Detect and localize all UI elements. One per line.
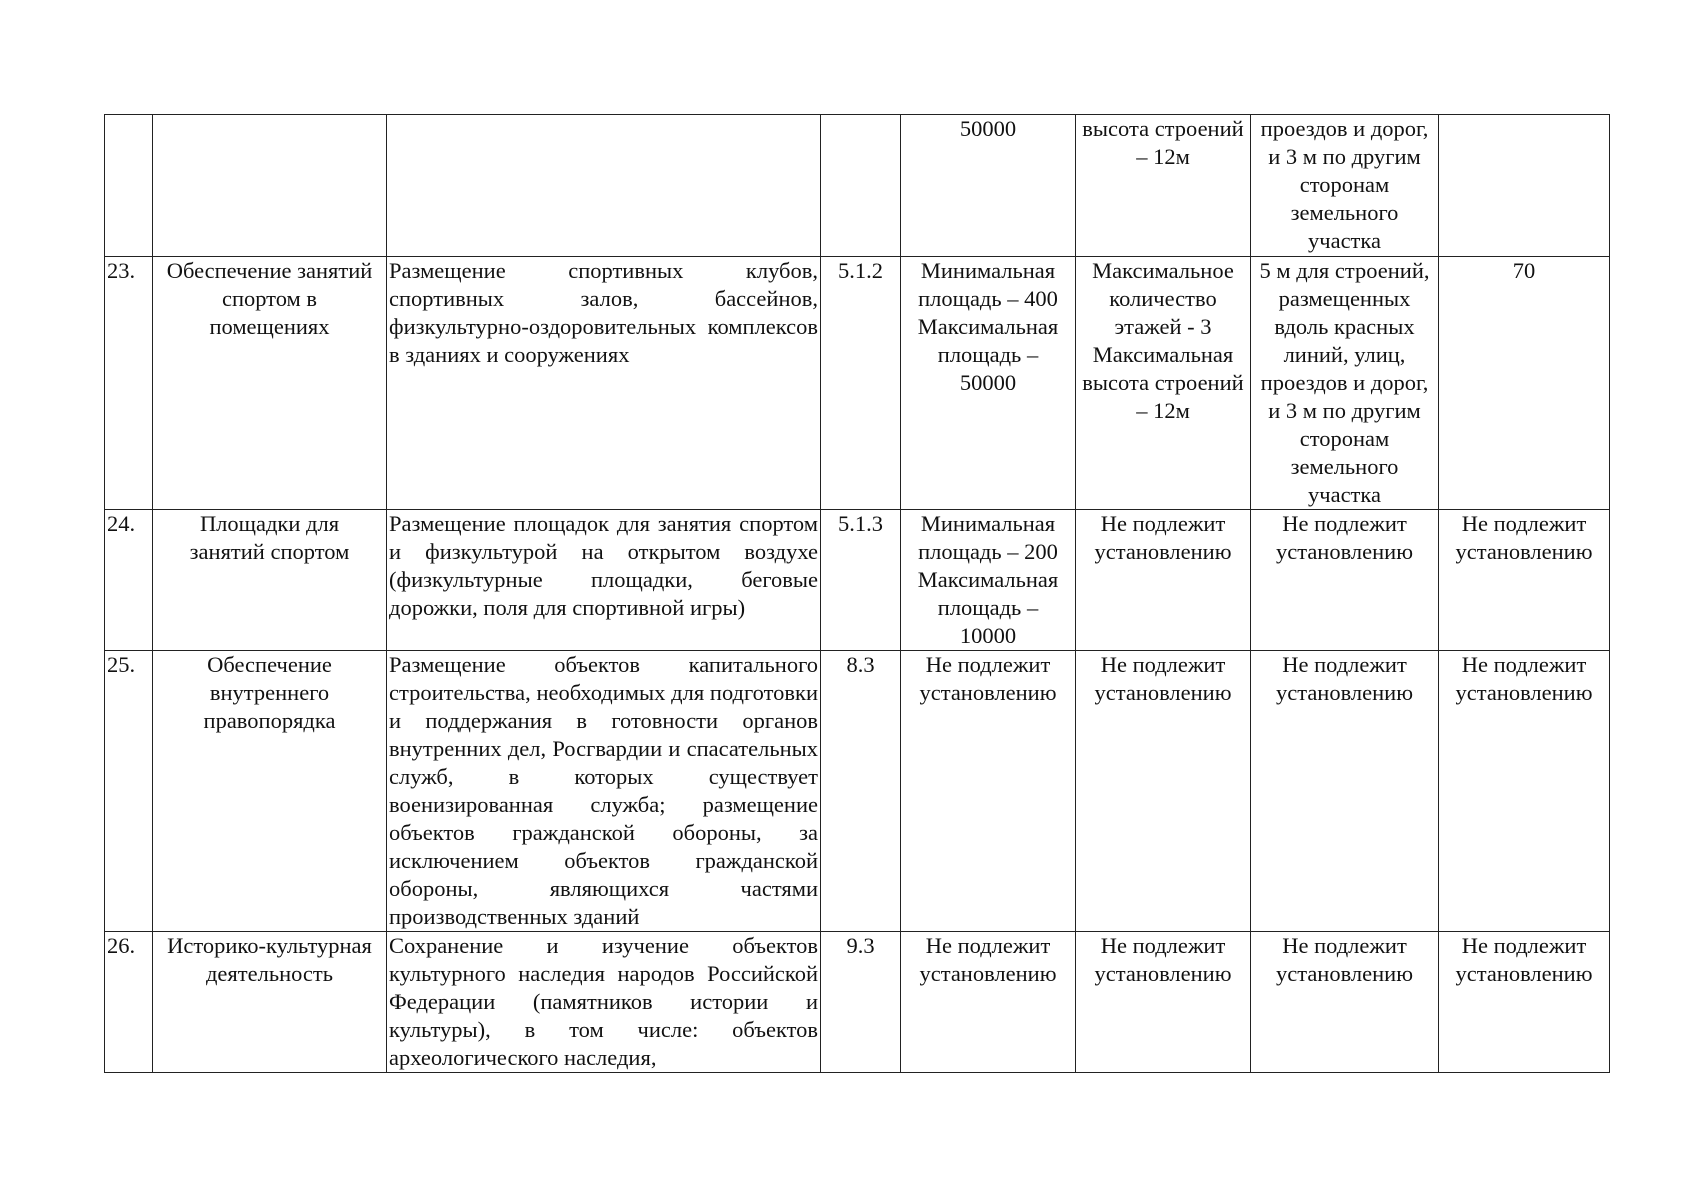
coverage-percent-line: установлению (1455, 961, 1593, 986)
plot-area-limits-line: Не подлежит (925, 933, 1051, 958)
setback-limits (1251, 510, 1439, 651)
use-type-name (153, 651, 387, 932)
coverage-percent (1439, 510, 1610, 651)
setback-limits-line: Не подлежит (1282, 511, 1407, 536)
plot-area-limits-line: Максимальная (917, 567, 1059, 592)
coverage-percent (1439, 651, 1610, 932)
floors-height-limits-line: – 12м (1136, 144, 1190, 169)
floors-height-limits-line: этажей - 3 (1114, 314, 1212, 339)
floors-height-limits-line: – 12м (1136, 398, 1190, 423)
plot-area-limits-line: площадь – 400 (918, 286, 1058, 311)
use-type-name-line: Историко-культурная (167, 933, 372, 958)
floors-height-limits (1076, 510, 1251, 651)
use-code: 8.3 (821, 651, 901, 932)
setback-limits-line: земельного (1290, 454, 1399, 479)
plot-area-limits-line: площадь – (937, 342, 1039, 367)
floors-height-limits (1076, 932, 1251, 1073)
setback-limits-line: и 3 м по другим (1268, 398, 1421, 423)
plot-area-limits-line: 50000 (959, 116, 1017, 141)
plot-area-limits-line: Минимальная (920, 511, 1056, 536)
setback-limits (1251, 257, 1439, 510)
plot-area-limits-line: Максимальная (917, 314, 1059, 339)
plot-area-limits-line: установлению (919, 961, 1057, 986)
plot-area-limits-line: установлению (919, 680, 1057, 705)
use-description: Размещение площадок для занятия спортом и физкультурой на открытом воздухе (физкультурные площадки, беговые дорожки, поля для спортивной игры) (387, 510, 821, 651)
coverage-percent-line: установлению (1455, 539, 1593, 564)
use-description: Размещение объектов капитального строительства, необходимых для подготовки и поддержания в готовности органов внутренних дел, Росгвардии и спасательных служб, в которых существует военизированная служба; размещение объектов гражданской обороны, за исключением объектов гражданской обороны, являющихся частями производственных зданий (387, 651, 821, 932)
plot-area-limits (901, 932, 1076, 1073)
floors-height-limits-line: Не подлежит (1100, 933, 1226, 958)
floors-height-limits (1076, 257, 1251, 510)
use-type-name-line: внутреннего (209, 680, 330, 705)
plot-area-limits (901, 651, 1076, 932)
floors-height-limits-line: установлению (1094, 961, 1232, 986)
plot-area-limits-line: Не подлежит (925, 652, 1051, 677)
coverage-percent (1439, 257, 1610, 510)
floors-height-limits-line: высота строений (1082, 116, 1244, 141)
plot-area-limits-line: площадь – 200 (918, 539, 1058, 564)
use-code: 9.3 (821, 932, 901, 1073)
setback-limits-line: вдоль красных (1274, 314, 1415, 339)
use-code: 5.1.3 (821, 510, 901, 651)
table-row (105, 932, 1610, 1073)
use-type-name-line: деятельность (205, 961, 334, 986)
setback-limits-line: участка (1308, 482, 1381, 507)
use-type-name-line: помещениях (209, 314, 330, 339)
setback-limits-line: участка (1308, 228, 1381, 253)
table-body (105, 115, 1610, 1073)
use-type-name-line: правопорядка (203, 708, 336, 733)
use-code: 5.1.2 (821, 257, 901, 510)
floors-height-limits-line: Не подлежит (1100, 652, 1226, 677)
setback-limits-line: установлению (1275, 961, 1414, 986)
table-row (105, 510, 1610, 651)
floors-height-limits (1076, 651, 1251, 932)
row-number (105, 115, 153, 257)
coverage-percent-line: Не подлежит (1461, 933, 1587, 958)
floors-height-limits-line: Максимальное (1092, 258, 1234, 283)
setback-limits-line: земельного (1290, 200, 1399, 225)
setback-limits-line: проездов и дорог, (1260, 116, 1429, 141)
floors-height-limits-line: установлению (1094, 680, 1232, 705)
plot-area-limits-line: 50000 (959, 370, 1017, 395)
plot-area-limits-line: Минимальная (920, 258, 1056, 283)
floors-height-limits-line: Не подлежит (1100, 511, 1226, 536)
setback-limits (1251, 115, 1439, 257)
setback-limits (1251, 651, 1439, 932)
land-use-table (104, 114, 1610, 1073)
setback-limits-line: установлению (1275, 539, 1414, 564)
use-type-name (153, 115, 387, 257)
coverage-percent-line: 70 (1512, 258, 1536, 283)
table-row (105, 257, 1610, 510)
coverage-percent-line: Не подлежит (1461, 511, 1587, 536)
setback-limits-line: 5 м для строений, (1259, 258, 1430, 283)
plot-area-limits (901, 257, 1076, 510)
row-number: 24. (105, 510, 153, 651)
row-number: 26. (105, 932, 153, 1073)
plot-area-limits (901, 510, 1076, 651)
row-number: 23. (105, 257, 153, 510)
table-row (105, 115, 1610, 257)
coverage-percent-line: установлению (1455, 680, 1593, 705)
plot-area-limits-line: площадь – (937, 595, 1039, 620)
setback-limits (1251, 932, 1439, 1073)
table-row (105, 651, 1610, 932)
setback-limits-line: и 3 м по другим (1268, 144, 1421, 169)
coverage-percent (1439, 115, 1610, 257)
plot-area-limits (901, 115, 1076, 257)
use-type-name-line: спортом в (221, 286, 318, 311)
floors-height-limits-line: установлению (1094, 539, 1232, 564)
use-type-name (153, 932, 387, 1073)
use-type-name-line: Площадки для (199, 511, 340, 536)
use-code (821, 115, 901, 257)
coverage-percent (1439, 932, 1610, 1073)
setback-limits-line: установлению (1275, 680, 1414, 705)
setback-limits-line: Не подлежит (1282, 652, 1407, 677)
plot-area-limits-line: 10000 (959, 623, 1017, 648)
floors-height-limits-line: Максимальная (1092, 342, 1234, 367)
use-type-name-line: Обеспечение (207, 652, 332, 677)
use-type-name (153, 257, 387, 510)
use-type-name-line: Обеспечение занятий (166, 258, 373, 283)
setback-limits-line: размещенных (1278, 286, 1411, 311)
setback-limits-line: линий, улиц, (1283, 342, 1406, 367)
use-description: Размещение спортивных клубов, спортивных залов, бассейнов, физкультурно-оздоровительных комплексов в зданиях и сооружениях (387, 257, 821, 510)
setback-limits-line: сторонам (1299, 426, 1390, 451)
setback-limits-line: проездов и дорог, (1260, 370, 1429, 395)
row-number: 25. (105, 651, 153, 932)
floors-height-limits-line: количество (1109, 286, 1217, 311)
use-description (387, 115, 821, 257)
floors-height-limits (1076, 115, 1251, 257)
coverage-percent-line: Не подлежит (1461, 652, 1587, 677)
use-type-name-line: занятий спортом (189, 539, 350, 564)
setback-limits-line: сторонам (1299, 172, 1390, 197)
use-type-name (153, 510, 387, 651)
floors-height-limits-line: высота строений (1082, 370, 1244, 395)
use-description: Сохранение и изучение объектов культурного наследия народов Российской Федерации (памятников истории и культуры), в том числе: объектов археологического наследия, (387, 932, 821, 1073)
setback-limits-line: Не подлежит (1282, 933, 1407, 958)
